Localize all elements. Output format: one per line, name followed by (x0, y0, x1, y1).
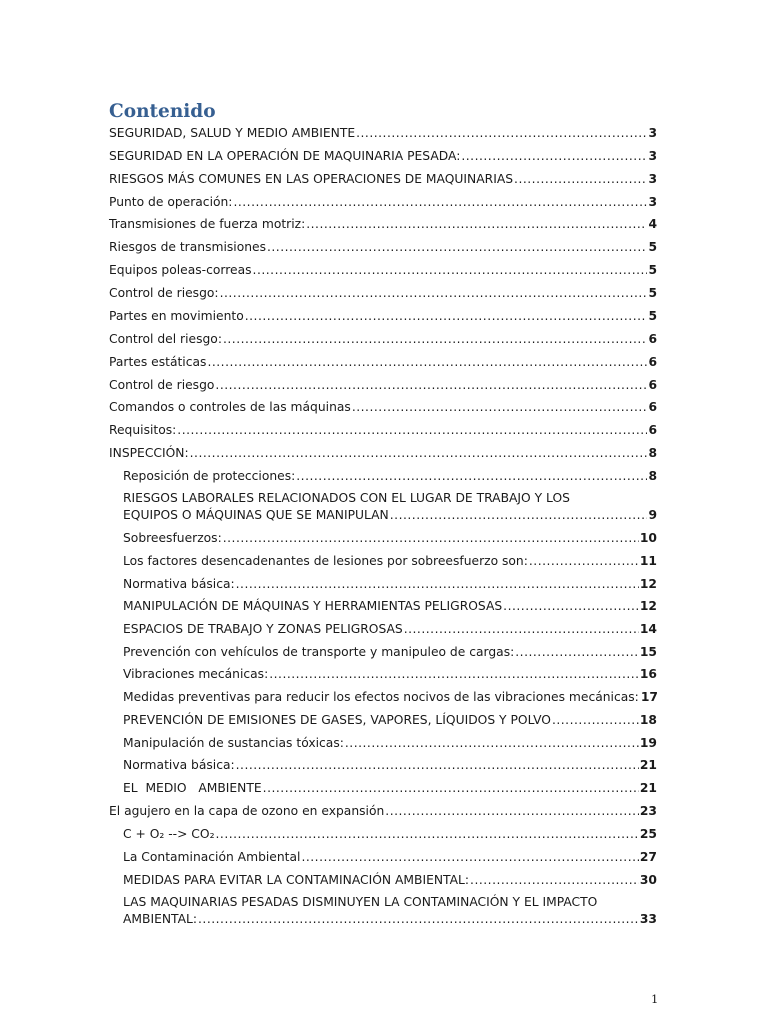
dot-leader (301, 849, 638, 866)
toc-entry-text: Comandos o controles de las máquinas (109, 400, 351, 414)
dot-leader (296, 468, 647, 485)
dot-leader (223, 331, 647, 348)
toc-entry[interactable] (109, 285, 657, 302)
toc-entry[interactable] (123, 468, 657, 485)
toc-entry[interactable] (109, 331, 657, 348)
toc-entry[interactable] (109, 354, 657, 371)
dot-leader (220, 285, 648, 302)
dot-leader (552, 712, 639, 729)
toc-entry[interactable] (123, 780, 657, 797)
toc-entry-text: Partes estáticas (109, 355, 207, 369)
toc-entry[interactable] (109, 262, 657, 279)
dot-leader (245, 308, 648, 325)
dot-leader (306, 216, 647, 233)
toc-entry-page: 4 (648, 217, 657, 231)
toc-entry-text: LAS MAQUINARIAS PESADAS DISMINUYEN LA CONTAMINACIÓN Y EL IMPACTO (123, 895, 598, 909)
dot-leader (503, 598, 639, 615)
toc-entry-page: 6 (648, 400, 657, 414)
toc-entry-page: 8 (648, 446, 657, 460)
dot-leader (198, 911, 639, 928)
toc-entry[interactable] (123, 894, 657, 928)
toc-entry[interactable] (123, 576, 657, 593)
dot-leader (190, 445, 648, 462)
toc-entry[interactable] (123, 826, 657, 843)
toc-entry-text: RIESGOS LABORALES RELACIONADOS CON EL LUGAR DE TRABAJO Y LOS (123, 491, 570, 505)
toc-entry-text: Transmisiones de fuerza motriz: (109, 217, 306, 231)
page-number: 1 (651, 992, 659, 1006)
toc-entry-text: Normativa básica: (123, 577, 235, 591)
toc-entry-page: 5 (648, 286, 657, 300)
toc-entry-page: 21 (639, 781, 657, 795)
toc-entry-page: 27 (639, 850, 657, 864)
dot-leader (253, 262, 648, 279)
toc-entry-text: MEDIDAS PARA EVITAR LA CONTAMINACIÓN AMBIENTAL: (123, 873, 470, 887)
toc-entry[interactable] (123, 621, 657, 638)
dot-leader (177, 422, 647, 439)
toc-entry-page: 6 (648, 423, 657, 437)
toc-entry-page: 25 (639, 827, 657, 841)
toc-entry[interactable] (123, 490, 657, 524)
toc-entry-text: Sobreesfuerzos: (123, 531, 222, 545)
dot-leader (216, 826, 639, 843)
dot-leader (236, 576, 639, 593)
toc-entry-text: Medidas preventivas para reducir los efectos nocivos de las vibraciones mecánicas: (123, 690, 639, 704)
toc-entry-page: 6 (648, 378, 657, 392)
dot-leader (263, 780, 639, 797)
toc-entry-text: La Contaminación Ambiental (123, 850, 301, 864)
toc-entry-text: PREVENCIÓN DE EMISIONES DE GASES, VAPORES, LÍQUIDOS Y POLVO (123, 713, 551, 727)
dot-leader (470, 872, 639, 889)
toc-entry-page: 9 (648, 508, 657, 522)
toc-entry-text: Vibraciones mecánicas: (123, 667, 269, 681)
toc-entry-text: Reposición de protecciones: (123, 469, 296, 483)
toc-entry[interactable] (123, 689, 657, 706)
toc-entry-page: 17 (640, 690, 658, 704)
toc-entry-text: MANIPULACIÓN DE MÁQUINAS Y HERRAMIENTAS PELIGROSAS (123, 599, 503, 613)
dot-leader (215, 377, 647, 394)
toc-entry-text: Control del riesgo: (109, 332, 222, 346)
toc-entry-page: 3 (648, 195, 657, 209)
toc-entry-page: 5 (648, 309, 657, 323)
toc-entry[interactable] (109, 308, 657, 325)
toc-entry-text: Punto de operación: (109, 195, 233, 209)
toc-entry-text: Control de riesgo (109, 378, 215, 392)
toc-entry-page: 30 (639, 873, 657, 887)
toc-entry[interactable] (123, 757, 657, 774)
toc-entry-page: 5 (648, 263, 657, 277)
toc-entry-text: SEGURIDAD, SALUD Y MEDIO AMBIENTE (109, 126, 356, 140)
toc-entry[interactable] (109, 377, 657, 394)
toc-entry-page: 6 (648, 355, 657, 369)
dot-leader (529, 553, 639, 570)
toc-entry-text: RIESGOS MÁS COMUNES EN LAS OPERACIONES DE MAQUINARIAS (109, 172, 514, 186)
toc-entry-text: Los factores desencadenantes de lesiones por sobreesfuerzo son: (123, 554, 528, 568)
dot-leader (461, 148, 647, 165)
toc-entry-page: 3 (648, 126, 657, 140)
toc-entry[interactable] (109, 803, 657, 820)
toc-entry-page: 10 (639, 531, 657, 545)
dot-leader (267, 239, 647, 256)
dot-leader (345, 735, 639, 752)
toc-entry-text-continued: EQUIPOS O MÁQUINAS QUE SE MANIPULAN (123, 508, 389, 522)
toc-entry[interactable] (123, 530, 657, 547)
toc-entry-page: 33 (639, 912, 657, 926)
toc-entry[interactable] (123, 666, 657, 683)
toc-entry-page: 14 (639, 622, 657, 636)
dot-leader (404, 621, 639, 638)
toc-entry-page: 18 (639, 713, 657, 727)
toc-entry-page: 6 (648, 332, 657, 346)
toc-entry-page: 15 (639, 645, 657, 659)
toc-entry[interactable] (123, 872, 657, 889)
toc-entry[interactable] (123, 644, 657, 661)
toc-entry-text: Partes en movimiento (109, 309, 244, 323)
toc-entry-text: Riesgos de transmisiones (109, 240, 266, 254)
dot-leader (515, 644, 639, 661)
dot-leader (236, 757, 639, 774)
toc-entry[interactable] (123, 735, 657, 752)
toc-entry-text: SEGURIDAD EN LA OPERACIÓN DE MAQUINARIA PESADA: (109, 149, 461, 163)
dot-leader (352, 399, 648, 416)
toc-entry[interactable] (109, 445, 657, 462)
toc-entry-page: 19 (639, 736, 657, 750)
toc-entry-page: 3 (648, 149, 657, 163)
toc-entry-text: Normativa básica: (123, 758, 235, 772)
toc-entry[interactable] (123, 712, 657, 729)
toc-entry-text: INSPECCIÓN: (109, 446, 189, 460)
toc-entry-page: 12 (639, 599, 657, 613)
dot-leader (514, 171, 647, 188)
dot-leader (233, 194, 647, 211)
toc-entry-page: 21 (639, 758, 657, 772)
toc-entry[interactable] (123, 849, 657, 866)
toc-entry-page: 23 (639, 804, 657, 818)
toc-entry-text: Prevención con vehículos de transporte y manipuleo de cargas: (123, 645, 515, 659)
toc-entry[interactable] (109, 148, 657, 165)
dot-leader (207, 354, 647, 371)
toc-entry[interactable] (109, 125, 657, 142)
dot-leader (385, 803, 639, 820)
toc-entry-text-continued: AMBIENTAL: (123, 912, 198, 926)
toc-entry-page: 11 (639, 554, 657, 568)
toc-entry-text: ESPACIOS DE TRABAJO Y ZONAS PELIGROSAS (123, 622, 403, 636)
dot-leader (269, 666, 639, 683)
toc-entry-text: Control de riesgo: (109, 286, 219, 300)
toc-entry[interactable] (109, 422, 657, 439)
toc-entry-text: Requisitos: (109, 423, 177, 437)
toc-entry-text: El agujero en la capa de ozono en expansión (109, 804, 385, 818)
toc-entry[interactable] (123, 553, 657, 570)
toc-entry[interactable] (123, 598, 657, 615)
toc-entry[interactable] (109, 216, 657, 233)
toc-entry[interactable] (109, 194, 657, 211)
toc-entry[interactable] (109, 171, 657, 188)
toc-entry-text: Equipos poleas-correas (109, 263, 252, 277)
toc-entry-text: C + O₂ --> CO₂ (123, 827, 215, 841)
toc-entry[interactable] (109, 239, 657, 256)
toc-entry-page: 5 (648, 240, 657, 254)
toc-entry[interactable] (109, 399, 657, 416)
toc-title: Contenido (109, 101, 216, 122)
dot-leader (356, 125, 647, 142)
toc-entry-page: 3 (648, 172, 657, 186)
toc-entry-page: 16 (639, 667, 657, 681)
toc-entry-text: Manipulación de sustancias tóxicas: (123, 736, 344, 750)
toc-entry-text: EL MEDIO AMBIENTE (123, 781, 262, 795)
toc-entry-page: 8 (648, 469, 657, 483)
dot-leader (223, 530, 639, 547)
dot-leader (390, 507, 648, 524)
toc-entry-page: 12 (639, 577, 657, 591)
